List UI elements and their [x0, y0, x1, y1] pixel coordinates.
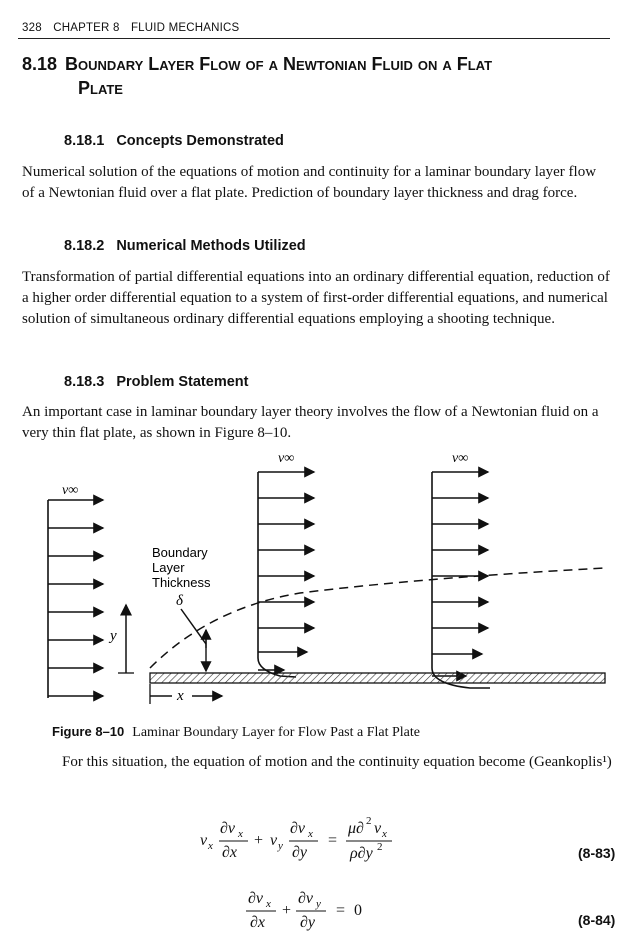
svg-text:=: =: [328, 832, 338, 849]
equation-8-84: [244, 884, 384, 940]
svg-text:∂y: ∂y: [300, 914, 316, 931]
svg-text:x: x: [308, 828, 313, 840]
svg-text:0: 0: [354, 902, 362, 919]
equation-8-83: [200, 812, 430, 872]
svg-text:∂y: ∂y: [292, 844, 308, 861]
section-title-line2: Plate: [78, 78, 123, 98]
svg-text:ρ∂y: ρ∂y: [350, 845, 373, 862]
svg-text:∂x: ∂x: [250, 914, 266, 931]
subsection-number-1: 8.18.1: [64, 133, 105, 149]
subsection-number-2: 8.18.2: [64, 238, 105, 254]
label-v-inf-left: v∞: [62, 483, 79, 498]
svg-text:x: x: [238, 828, 243, 840]
svg-text:y: y: [278, 840, 283, 852]
figure-boundary-layer: [0, 448, 634, 718]
velocity-profile-1: [258, 472, 314, 677]
label-boundary: Boundary: [152, 545, 208, 560]
header-rule: [18, 38, 610, 39]
svg-text:+: +: [254, 832, 264, 849]
svg-text:∂v: ∂v: [248, 890, 264, 907]
subsection-heading-2: [64, 238, 306, 254]
label-v-inf-mid: v∞: [278, 451, 295, 466]
svg-text:2: 2: [377, 841, 383, 853]
svg-text:∂v: ∂v: [220, 820, 236, 837]
svg-text:x: x: [208, 840, 213, 852]
svg-text:2: 2: [366, 815, 372, 827]
equation-label-8-84: (8-84): [578, 912, 616, 928]
figure-caption: [52, 724, 420, 741]
svg-text:v: v: [270, 832, 278, 849]
subsection-title-3: Problem Statement: [116, 374, 249, 390]
label-delta: δ: [176, 593, 183, 609]
subsection-title-1: Concepts Demonstrated: [116, 133, 284, 149]
svg-text:x: x: [382, 828, 387, 840]
section-title-line1: Boundary Layer Flow of a Newtonian Fluid on a Flat: [65, 54, 493, 74]
svg-text:∂v: ∂v: [298, 890, 314, 907]
section-number: 8.18: [22, 54, 58, 74]
paragraph-methods: Transformation of partial differential equations into an ordinary differential equation, reduction of a higher order differential equation to a system of first-order differential equations, and numerical solution of simultaneous ordinary differential equations employing a shooting technique.: [22, 269, 610, 327]
svg-text:v: v: [374, 820, 382, 837]
inlet-velocity-profile: [48, 500, 103, 698]
svg-text:μ∂: μ∂: [348, 820, 364, 837]
figure-caption-text: Laminar Boundary Layer for Flow Past a Flat Plate: [132, 725, 420, 740]
label-thickness: Thickness: [152, 575, 211, 590]
flat-plate: [150, 673, 605, 683]
equation-label-8-83: (8-83): [578, 845, 616, 861]
svg-text:∂v: ∂v: [290, 820, 306, 837]
subsection-heading-1: [64, 133, 284, 149]
svg-text:∂x: ∂x: [222, 844, 238, 861]
running-head: [22, 22, 247, 34]
svg-text:+: +: [282, 902, 292, 919]
velocity-profile-2: [432, 472, 490, 688]
chapter-label: CHAPTER 8: [53, 22, 120, 34]
page-number: 328: [22, 22, 42, 34]
label-x: x: [177, 688, 184, 704]
paragraph-problem: An important case in laminar boundary layer theory involves the flow of a Newtonian fluid on a very thin flat plate, as shown in Figure 8–10.: [22, 404, 599, 441]
label-y: y: [110, 628, 117, 644]
label-layer: Layer: [152, 560, 185, 575]
svg-text:y: y: [316, 898, 321, 910]
figure-caption-label: Figure 8–10: [52, 724, 125, 739]
svg-text:v: v: [200, 832, 208, 849]
svg-text:=: =: [336, 902, 346, 919]
label-v-inf-right: v∞: [452, 451, 469, 466]
section-title: [22, 52, 622, 100]
subsection-title-2: Numerical Methods Utilized: [116, 238, 306, 254]
paragraph-concepts: Numerical solution of the equations of motion and continuity for a laminar boundary layer flow of a Newtonian fluid over a flat plate. Prediction of boundary layer thickness and drag force.: [22, 164, 597, 201]
chapter-title: FLUID MECHANICS: [130, 22, 240, 34]
svg-text:x: x: [266, 898, 271, 910]
subsection-number-3: 8.18.3: [64, 374, 105, 390]
paragraph-situation: For this situation, the equation of motion and the continuity equation become (Geankoplis¹): [62, 754, 612, 770]
boundary-layer-edge: [150, 568, 605, 668]
subsection-heading-3: [64, 374, 248, 390]
